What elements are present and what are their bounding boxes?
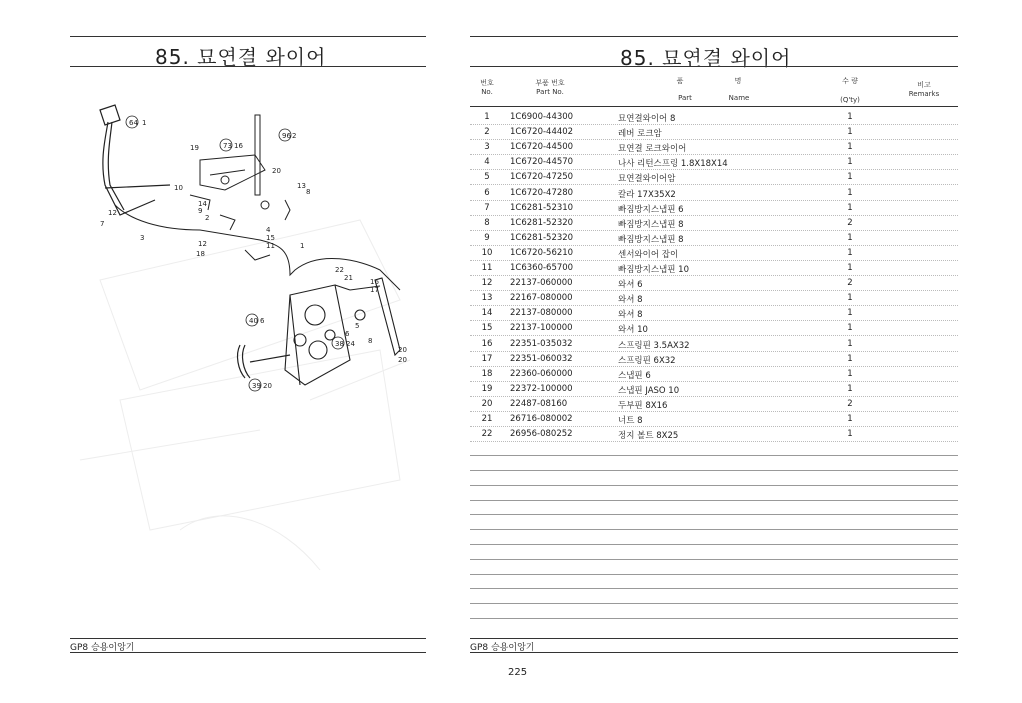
callout-1b: 1	[300, 242, 305, 250]
title-rule	[70, 66, 426, 67]
part-name: 너트 8	[618, 416, 643, 426]
table-row	[470, 139, 958, 155]
right-title-rule	[470, 66, 958, 67]
empty-row-line	[470, 544, 958, 545]
empty-row-line	[470, 500, 958, 501]
row-number: 2	[484, 127, 490, 138]
part-number: 22137-100000	[510, 323, 573, 334]
callout-ref-64: 64	[129, 119, 138, 127]
callout-2: 2	[292, 132, 297, 140]
table-row	[470, 154, 958, 170]
quantity: 1	[847, 187, 853, 198]
row-number: 16	[481, 338, 493, 349]
quantity: 1	[847, 157, 853, 168]
page-title: 85. 묘연결 와이어	[155, 45, 327, 69]
empty-row-line	[470, 559, 958, 560]
quantity: 2	[847, 217, 853, 228]
right-footer-rule	[470, 638, 958, 639]
quantity: 2	[847, 278, 853, 289]
table-row	[470, 336, 958, 352]
part-number: 1C6720-56210	[510, 247, 574, 258]
row-number: 17	[481, 353, 493, 364]
empty-row-line	[470, 470, 958, 471]
table-row	[470, 305, 958, 321]
callout-7: 7	[100, 220, 105, 228]
row-number: 10	[481, 247, 493, 258]
part-name: 묘연결와이어암	[618, 174, 676, 185]
table-row	[470, 215, 958, 231]
right-top-rule	[470, 36, 958, 37]
callout-10: 10	[174, 184, 183, 192]
callout-19: 19	[190, 144, 199, 152]
table-row	[470, 124, 958, 140]
quantity: 1	[847, 172, 853, 183]
callout-1: 1	[142, 119, 147, 127]
part-name: 묘연결 로크와이어	[618, 144, 687, 155]
part-number: 1C6720-47250	[510, 172, 574, 183]
left-page	[0, 0, 470, 703]
cable-line	[115, 205, 400, 290]
part-number: 1C6900-44300	[510, 112, 574, 122]
row-number: 6	[484, 187, 490, 198]
callout-11: 11	[266, 242, 275, 250]
table-row	[470, 109, 958, 125]
table-row	[470, 290, 958, 306]
header-no-en: No.	[481, 88, 493, 96]
row-number: 20	[481, 398, 493, 409]
callout-20d: 20	[263, 382, 272, 390]
row-number: 4	[484, 157, 490, 168]
quantity: 1	[847, 142, 853, 153]
empty-row-line	[470, 574, 958, 575]
empty-row-line	[470, 618, 958, 619]
part-name: 센서와이어 잡이	[618, 249, 679, 260]
part-name: 와셔 8	[618, 295, 643, 306]
quantity: 1	[847, 414, 853, 424]
row-number: 9	[484, 232, 490, 243]
callout-2b: 2	[205, 214, 210, 222]
header-part-en: Part No.	[536, 88, 564, 96]
table-row	[470, 185, 958, 201]
row-number: 8	[484, 217, 490, 228]
quantity: 1	[847, 338, 853, 349]
callout-13: 13	[297, 182, 306, 190]
lower-handle	[238, 345, 290, 378]
table-row	[470, 275, 958, 291]
parts-diagram	[60, 100, 440, 610]
callout-9: 9	[198, 207, 203, 215]
part-number: 1C6720-44570	[510, 157, 574, 168]
empty-row-line	[470, 485, 958, 486]
callout-8b: 8	[368, 337, 373, 345]
callout-5: 5	[355, 322, 360, 330]
part-name: 스프링핀 6X32	[618, 355, 676, 366]
part-number: 22487-08160	[510, 398, 568, 409]
part-name: 와셔 6	[618, 280, 643, 291]
part-number: 26716-080002	[510, 414, 573, 424]
right-footer-text: GP8 승용이앙기	[470, 643, 535, 653]
empty-row-line	[470, 588, 958, 589]
part-name: 칼라 17X35X2	[618, 189, 676, 200]
part-name: 나사 리턴스프링 1.8X18X14	[618, 159, 728, 170]
table-row	[470, 169, 958, 185]
part-number: 22167-080000	[510, 293, 573, 304]
quantity: 1	[847, 247, 853, 258]
part-number: 1C6281-52310	[510, 202, 574, 213]
callout-15: 15	[266, 234, 275, 242]
part-name: 빠짐방지스냅핀 8	[618, 234, 684, 245]
table-row	[470, 260, 958, 276]
callout-22: 22	[335, 266, 344, 274]
part-number: 1C6720-44500	[510, 142, 574, 153]
part-name: 스냅핀 JASO 10	[618, 385, 680, 396]
callout-ref-38: 38	[335, 340, 344, 348]
row-number: 3	[484, 142, 490, 153]
row-number: 11	[481, 263, 493, 273]
table-row	[470, 245, 958, 261]
part-number: 26956-080252	[510, 429, 573, 440]
header-name-kr2: 명	[734, 77, 742, 85]
header-name-kr1: 품	[676, 77, 684, 85]
part-number: 22372-100000	[510, 383, 573, 394]
empty-row-line	[470, 514, 958, 515]
callout-6: 6	[260, 317, 265, 325]
callout-21: 21	[344, 274, 353, 282]
quantity: 2	[847, 398, 853, 409]
bottom-rule	[70, 652, 426, 653]
footer-text: GP8 승용이앙기	[70, 643, 135, 653]
part-name: 와셔 8	[618, 310, 643, 321]
callout-18: 18	[196, 250, 205, 258]
callout-ref-73: 73	[223, 142, 232, 150]
callout-6b: 6	[345, 330, 350, 338]
callout-12: 12	[108, 209, 117, 217]
header-part-kr: 부품 번호	[535, 79, 565, 87]
row-number: 13	[481, 293, 493, 304]
part-number: 1C6720-44402	[510, 127, 574, 138]
quantity: 1	[847, 353, 853, 364]
header-remarks-en: Remarks	[908, 90, 940, 98]
quantity: 1	[847, 112, 853, 122]
row-number: 5	[484, 172, 490, 183]
table-row	[470, 426, 958, 442]
row-number: 7	[484, 202, 490, 213]
header-qty-kr: 수 량	[842, 77, 858, 85]
gearbox	[285, 285, 350, 385]
table-row	[470, 200, 958, 216]
row-number: 1	[484, 112, 490, 122]
callout-16b: 16	[370, 278, 379, 286]
quantity: 1	[847, 127, 853, 138]
row-number: 15	[481, 323, 493, 334]
callout-ref-96: 96	[282, 132, 291, 140]
callout-24: 24	[346, 340, 355, 348]
part-number: 1C6281-52320	[510, 232, 574, 243]
quantity: 1	[847, 383, 853, 394]
row-number: 18	[481, 368, 493, 379]
table-row	[470, 366, 958, 382]
callout-17: 17	[370, 286, 379, 294]
header-no-kr: 번호	[480, 79, 494, 87]
quantity: 1	[847, 202, 853, 213]
callout-20: 20	[272, 167, 281, 175]
callout-3: 3	[140, 234, 145, 242]
quantity: 1	[847, 263, 853, 273]
part-name: 빠짐방지스냅핀 8	[618, 219, 684, 230]
part-name: 스프링핀 3.5AX32	[618, 340, 690, 351]
quantity: 1	[847, 293, 853, 304]
row-number: 21	[481, 414, 493, 424]
callout-ref-39: 39	[252, 382, 261, 390]
row-number: 19	[481, 383, 493, 394]
right-page-title: 85. 묘연결 와이어	[620, 46, 792, 70]
part-number: 22360-060000	[510, 368, 573, 379]
quantity: 1	[847, 323, 853, 334]
row-number: 22	[481, 429, 493, 440]
table-row	[470, 320, 958, 336]
row-number: 12	[481, 278, 493, 289]
header-qty-en: (Q'ty)	[840, 96, 860, 104]
table-row	[470, 381, 958, 397]
part-number: 22137-060000	[510, 278, 573, 289]
header-rule	[470, 106, 958, 107]
part-name: 와셔 10	[618, 325, 648, 336]
part-number: 1C6360-65700	[510, 263, 574, 273]
part-name: 빠짐방지스냅핀 6	[618, 204, 684, 215]
table-row	[470, 396, 958, 412]
quantity: 1	[847, 308, 853, 319]
callout-12b: 12	[198, 240, 207, 248]
header-name-en2: Name	[728, 94, 750, 102]
header-name-en1: Part	[678, 94, 692, 102]
page-number: 225	[508, 667, 528, 678]
quantity: 1	[847, 368, 853, 379]
part-number: 22351-035032	[510, 338, 573, 349]
table-row	[470, 411, 958, 427]
empty-row-line	[470, 529, 958, 530]
quantity: 1	[847, 429, 853, 440]
part-name: 빠짐방지스냅핀 10	[618, 265, 689, 275]
callout-ref-40: 40	[249, 317, 258, 325]
callout-20b: 20	[398, 346, 407, 354]
part-name: 레버 로크암	[618, 129, 662, 140]
table-row	[470, 230, 958, 246]
empty-row-line	[470, 455, 958, 456]
part-number: 22137-080000	[510, 308, 573, 319]
part-name: 스냅핀 6	[618, 370, 651, 381]
header-remarks-kr: 비고	[917, 81, 931, 89]
top-rule	[70, 36, 426, 37]
callout-20c: 20	[398, 356, 407, 364]
callout-16: 16	[234, 142, 243, 150]
footer-rule	[70, 638, 426, 639]
part-name: 두부핀 8X16	[618, 400, 668, 411]
part-number: 22351-060032	[510, 353, 573, 364]
empty-row-line	[470, 603, 958, 604]
callout-14: 14	[198, 200, 207, 208]
callout-8: 8	[306, 188, 311, 196]
part-number: 1C6281-52320	[510, 217, 574, 228]
part-name: 정지 볼트 8X25	[618, 431, 679, 442]
right-bottom-rule	[470, 652, 958, 653]
bracket-assembly	[190, 115, 290, 260]
quantity: 1	[847, 232, 853, 243]
part-number: 1C6720-47280	[510, 187, 574, 198]
part-name: 묘연결와이어 8	[618, 114, 676, 124]
callout-4: 4	[266, 226, 271, 234]
table-row	[470, 351, 958, 367]
row-number: 14	[481, 308, 493, 319]
